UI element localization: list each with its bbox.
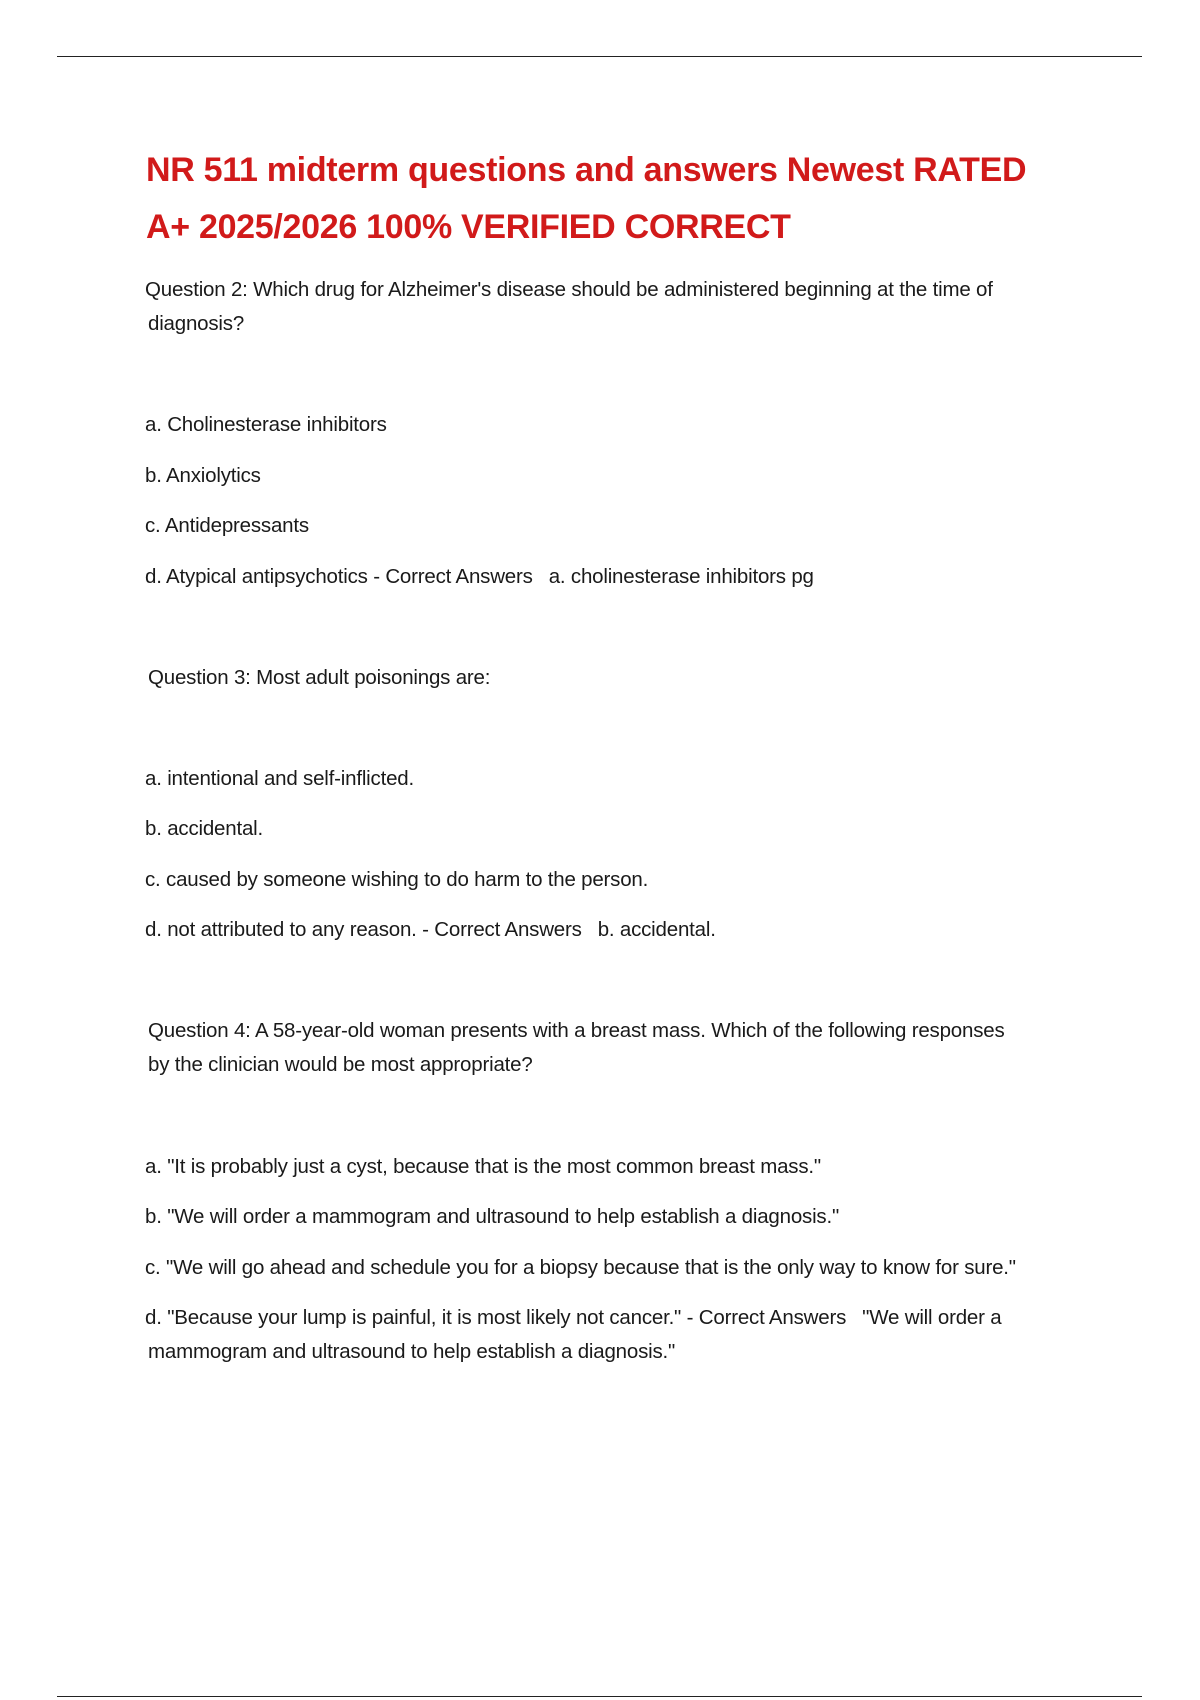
- question-text-continued: by the clinician would be most appropriate?: [148, 1053, 533, 1076]
- option-d: d. not attributed to any reason. -: [145, 918, 435, 941]
- option-b: b. accidental.: [145, 817, 263, 840]
- option-c: c. Antidepressants: [145, 514, 309, 537]
- option-c: c. caused by someone wishing to do harm to the person.: [145, 868, 649, 891]
- option-d-with-answer: [145, 1301, 1001, 1335]
- correct-answer-text-continued: mammogram and ultrasound to help establish a diagnosis.": [148, 1340, 676, 1363]
- question-text-continued: diagnosis?: [148, 312, 245, 335]
- option-a: a. Cholinesterase inhibitors: [145, 413, 387, 436]
- header-rule: [57, 56, 1142, 57]
- question-text: Question 2: Which drug for Alzheimer's disease should be administered beginning at the time of: [145, 278, 993, 301]
- option-b: b. Anxiolytics: [145, 464, 261, 487]
- correct-answer-label: Correct Answers: [385, 565, 533, 588]
- option-d-with-answer: [145, 560, 814, 594]
- option-a: a. "It is probably just a cyst, because that is the most common breast mass.": [145, 1155, 821, 1178]
- question-text: Question 3: Most adult poisonings are:: [148, 666, 491, 689]
- correct-answer-text: a. cholinesterase inhibitors pg: [548, 565, 814, 588]
- document-title: [146, 142, 1106, 256]
- title-line-2: A+ 2025/2026 100% VERIFIED CORRECT: [146, 208, 791, 246]
- footer-rule: [57, 1696, 1142, 1697]
- correct-answer-text: "We will order a: [862, 1306, 1002, 1329]
- title-line-1: NR 511 midterm questions and answers Newest RATED: [146, 151, 1027, 189]
- option-d: d. Atypical antipsychotics -: [145, 565, 386, 588]
- option-a: a. intentional and self-inflicted.: [145, 767, 414, 790]
- option-c: c. "We will go ahead and schedule you for a biopsy because that is the only way to know for sure.": [145, 1256, 1016, 1279]
- correct-answer-label: Correct Answers: [698, 1306, 847, 1329]
- correct-answer-label: Correct Answers: [434, 918, 582, 941]
- question-text: Question 4: A 58-year-old woman presents with a breast mass. Which of the following responses: [148, 1019, 1005, 1042]
- option-d-with-answer: [145, 913, 716, 947]
- correct-answer-text: b. accidental.: [597, 918, 716, 941]
- option-d: d. "Because your lump is painful, it is most likely not cancer." -: [145, 1306, 699, 1329]
- option-b: b. "We will order a mammogram and ultrasound to help establish a diagnosis.": [145, 1205, 840, 1228]
